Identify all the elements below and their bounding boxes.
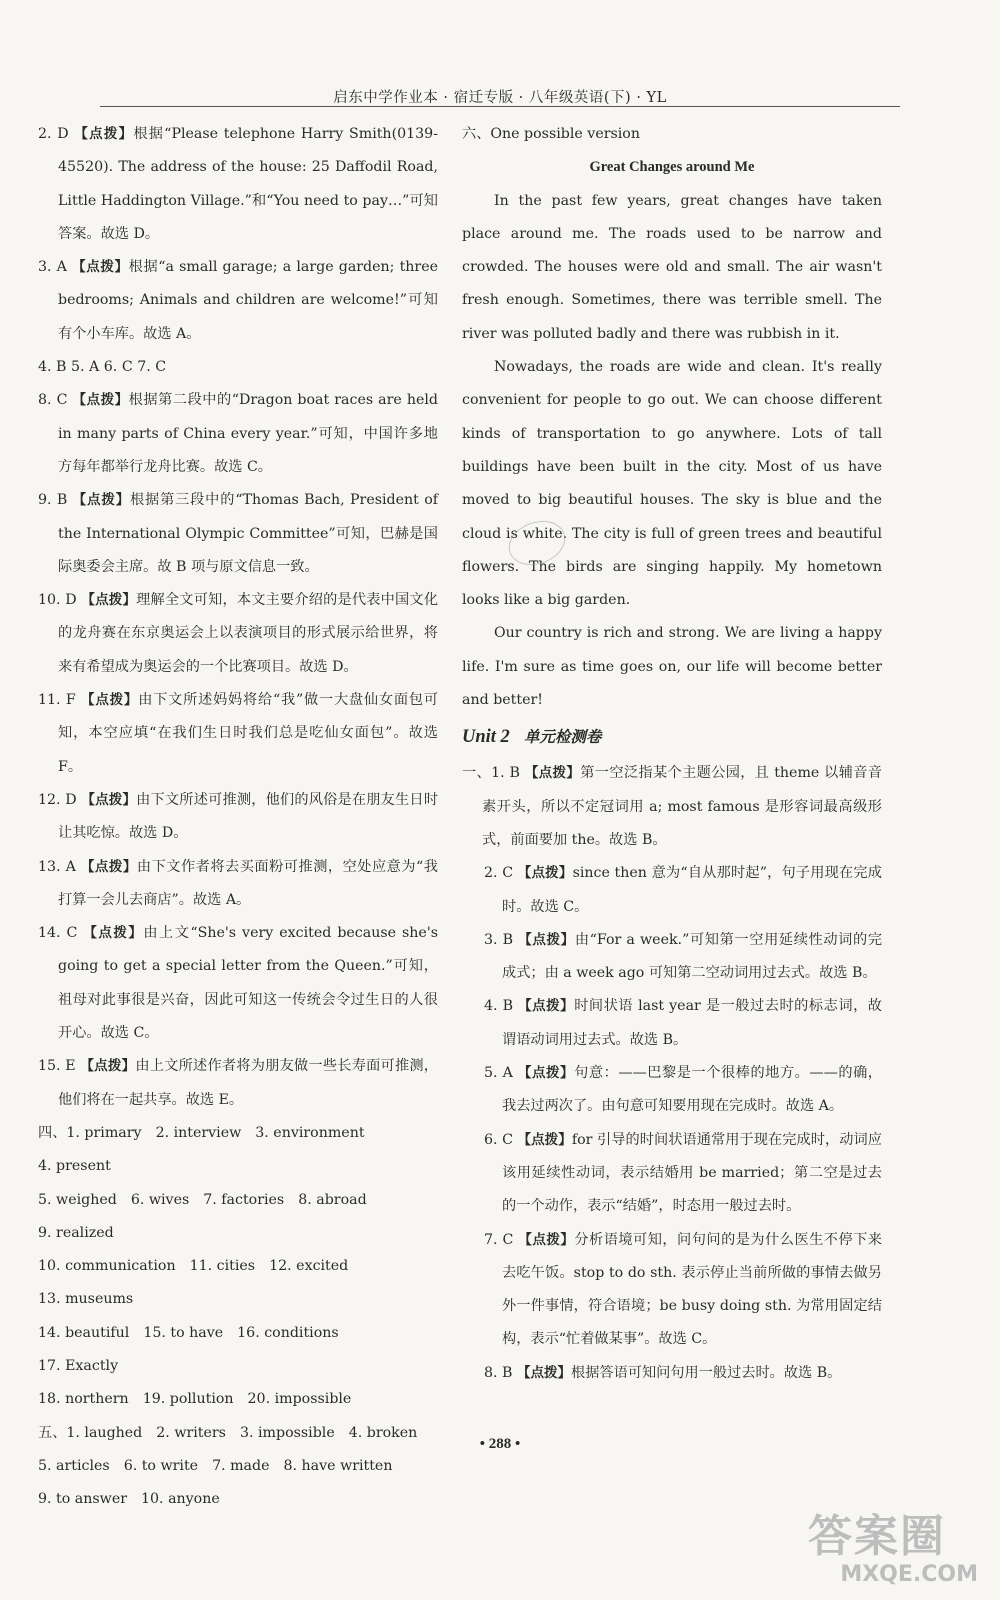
hint-tag: 【点拨】 [83,925,144,942]
explanation-text: 时间状语 last year 是一般过去时的标志词，故谓语动词用过去式。故选 B。 [502,998,882,1048]
section-label: 四、 [38,1124,67,1141]
answer-item: 9. realized [38,1224,114,1241]
hint-tag: 【点拨】 [74,126,134,142]
question-number: 7. C [484,1231,514,1248]
page-number: • 288 • [479,1436,521,1452]
short-answers: 4. B 5. A 6. C 7. C [38,359,167,376]
question-number: 9. B [38,492,68,509]
unit-label: Unit 2 [462,727,510,748]
hint-tag: 【点拨】 [518,1231,575,1248]
explanation-item [462,990,882,1057]
unit-title: 单元检测卷 [523,728,602,747]
question-number: 6. C [484,1131,513,1148]
answer-item: 16. conditions [237,1324,339,1341]
section-five [38,1417,438,1517]
watermark-url: MXQE.COM [840,1562,978,1587]
answer-row [38,1317,438,1384]
hint-tag: 【点拨】 [517,865,573,882]
explanation-text: 由上文“She's very excited because she's going to get a special letter from the Queen.”可知，祖母对此事很是兴奋，因此可知这一传统会令过生日的人很开心。故选 C。 [58,925,438,1042]
essay-paragraph: Nowadays, the roads are wide and clean. It's really convenient for people to go out. We can choose different kinds of transportation to go anywhere. Lots of tall buildings have been built in the city. Most of us have moved to big beautiful houses. The sky is blue and the cloud is white. The city is full of green trees and beautiful flowers. The birds are singing happily. My hometown looks like a big garden. [462,359,882,609]
answer-item: 7. made [212,1457,270,1474]
explanation-item [38,917,438,1050]
hint-tag: 【点拨】 [524,765,581,782]
explanation-text: 由下文所述妈妈将给“我”做一大盘仙女面包可知，本空应填“在我们生日时我们总是吃仙女面包”。故选 F。 [58,692,439,775]
question-number: 3. A [38,259,67,276]
question-number: 15. E [38,1058,76,1075]
answer-item: 5. articles [38,1457,110,1474]
answer-item: 11. cities [189,1258,256,1275]
hint-tag: 【点拨】 [80,858,137,875]
answer-item: 3. environment [255,1124,365,1141]
answer-row [38,1117,438,1184]
hint-tag: 【点拨】 [518,931,575,948]
question-number: 4. B [484,998,514,1015]
hint-tag: 【点拨】 [81,692,139,709]
explanation-text: 理解全文可知，本文主要介绍的是代表中国文化的龙舟赛在东京奥运会上以表演项目的形式展示给世界，将来有希望成为奥运会的一个比赛项目。故选 D。 [58,592,439,675]
question-number: 14. C [38,925,78,942]
answer-item: 9. to answer [38,1491,127,1508]
explanation-text: 根据“Please telephone Harry Smith(0139-45520). The address of the house: 25 Daffodil Road, Little Haddington Village.”和“You need to pay…”可知答案。故选 D。 [58,126,439,242]
hint-tag: 【点拨】 [517,1131,572,1148]
question-number: 3. B [484,931,514,948]
hint-tag: 【点拨】 [80,1058,136,1075]
explanation-item [38,1050,438,1117]
question-number: 1. B [491,765,520,782]
answer-item: 3. impossible [239,1424,335,1441]
explanation-item [462,1124,882,1224]
hint-tag: 【点拨】 [72,259,129,276]
explanation-text: 由下文所述可推测，他们的风俗是在朋友生日时让其吃惊。故选 D。 [58,791,439,842]
explanation-text: 根据第二段中的“Dragon boat races are held in many parts of China every year.”可知，中国许多地方每年都举行龙舟比赛。故选 C。 [58,392,439,475]
answer-item: 13. museums [38,1291,134,1308]
explanation-text: 根据第三段中的“Thomas Bach, President of the International Olympic Committee”可知，巴赫是国际奥委会主席。故 B 项与原文信息一致。 [58,492,438,575]
answer-item: 17. Exactly [38,1357,119,1374]
essay-title: Great Changes around Me [589,159,755,176]
hint-tag: 【点拨】 [81,791,137,808]
question-number: 12. D [38,791,77,808]
answer-item: 15. to have [143,1324,224,1341]
answer-item: 14. beautiful [38,1324,130,1341]
answer-item: 12. excited [269,1258,349,1275]
answer-item: 1. primary [66,1124,142,1141]
section-label: 五、 [38,1424,67,1441]
explanation-text: since then 意为“自从那时起”，句子用现在完成时。故选 C。 [502,865,882,915]
answer-item: 6. wives [130,1191,190,1208]
question-number: 2. C [484,865,514,882]
unit-explanations [462,757,882,1390]
essay-paragraph: Our country is rich and strong. We are living a happy life. I'm sure as time goes on, our life will become better and better! [462,625,882,709]
left-column [38,118,438,1516]
answer-item: 19. pollution [142,1391,234,1408]
answer-item: 20. impossible [247,1391,352,1408]
explanation-item [462,924,882,991]
hint-tag: 【点拨】 [518,998,575,1015]
explanation-item [462,1357,882,1390]
section-four [38,1117,438,1417]
explanation-item [462,1224,882,1357]
answer-item: 7. factories [203,1191,285,1208]
hint-tag: 【点拨】 [72,392,129,409]
explanation-text: 由“For a week.”可知第一空用延续性动词的完成式；由 a week ago 可知第二空动词用过去式。故选 B。 [502,931,883,982]
explanation-item [38,251,438,351]
watermark [808,1512,988,1592]
question-number: 10. D [38,592,77,609]
explanation-item [38,484,438,584]
question-number: 2. D [38,126,69,142]
question-number: 5. A [484,1065,513,1082]
explanation-text: 第一空泛指某个主题公园，且 theme 以辅音音素开头，所以不定冠词用 a; most famous 是形容词最高级形式，前面要加 the。故选 B。 [482,765,882,848]
right-column [462,118,882,1390]
explanation-item [462,1057,882,1124]
answer-item: 6. to write [123,1457,199,1474]
answer-row [38,1483,438,1516]
answer-row [38,1383,438,1416]
answer-item: 10. communication [38,1258,176,1275]
answer-item: 4. broken [348,1424,418,1441]
watermark-logo: 答案圈 [808,1511,946,1562]
answer-row [38,1250,438,1317]
answer-row [38,1184,438,1251]
question-number: 13. A [38,858,76,875]
answer-item: 4. present [38,1158,111,1175]
explanation-text: 由上文所述作者将为朋友做一些长寿面可推测，他们将在一起共享。故选 E。 [58,1058,438,1108]
question-number: 11. F [38,692,76,709]
explanation-item [462,757,882,857]
hint-tag: 【点拨】 [517,1065,575,1082]
explanations-b [38,384,438,1117]
answer-item: 8. abroad [298,1191,367,1208]
hint-tag: 【点拨】 [517,1364,571,1381]
explanation-text: 根据“a small garage; a large garden; three bedrooms; Animals and children are welcome!”可知有个小车库。故选 A。 [58,259,439,342]
page-header: 启东中学作业本 · 宿迁专版 · 八年级英语(下) · YL [333,90,667,106]
answer-item: 2. writers [156,1424,226,1441]
explanation-text: for 引导的时间状语通常用于现在完成时，动词应该用延续性动词，表示结婚用 be married；第二空是过去的一个动作，表示“结婚”，时态用一般过去时。 [502,1131,882,1215]
essay-body [462,185,882,718]
explanation-item [38,584,438,684]
answer-row [38,1450,438,1483]
hint-tag: 【点拨】 [81,592,137,609]
explanation-item [38,851,438,918]
answer-item: 2. interview [155,1124,242,1141]
answer-item: 10. anyone [141,1491,220,1508]
answer-item: 8. have written [283,1457,393,1474]
section-six-label: 六、One possible version [462,126,640,142]
explanation-item [462,857,882,924]
explanation-text: 句意：——巴黎是一个很棒的地方。——的确，我去过两次了。由句意可知要用现在完成时。故选 A。 [502,1065,882,1115]
answer-item: 18. northern [38,1391,129,1408]
explanation-item [38,684,438,784]
explanation-item [38,118,438,251]
explanation-item [38,384,438,484]
explanation-text: 根据答语可知问句用一般过去时。故选 B。 [571,1364,842,1381]
hint-tag: 【点拨】 [72,492,131,509]
explanations-a [38,118,438,351]
question-number: 8. C [38,392,68,409]
explanation-text: 由下文作者将去买面粉可推测，空处应意为“我打算一会儿去商店”。故选 A。 [58,858,438,908]
unit-heading [462,721,882,753]
section-label: 一、 [462,765,492,782]
answer-item: 5. weighed [38,1191,117,1208]
question-number: 8. B [484,1364,513,1381]
explanation-item [38,784,438,851]
answer-item: 1. laughed [66,1424,143,1441]
header-rule [100,106,900,107]
explanation-text: 分析语境可知，问句问的是为什么医生不停下来去吃午饭。stop to do sth. 表示停止当前所做的事情去做另外一件事情，符合语境；be busy doing sth. 为常用固定结构，表示“忙着做某事”。故选 C。 [502,1231,882,1348]
essay-paragraph: In the past few years, great changes have taken place around me. The roads used to be narrow and crowded. The houses were old and small. The air wasn't fresh enough. Sometimes, there was terrible smell. The river was polluted badly and there was rubbish in it. [462,192,882,342]
